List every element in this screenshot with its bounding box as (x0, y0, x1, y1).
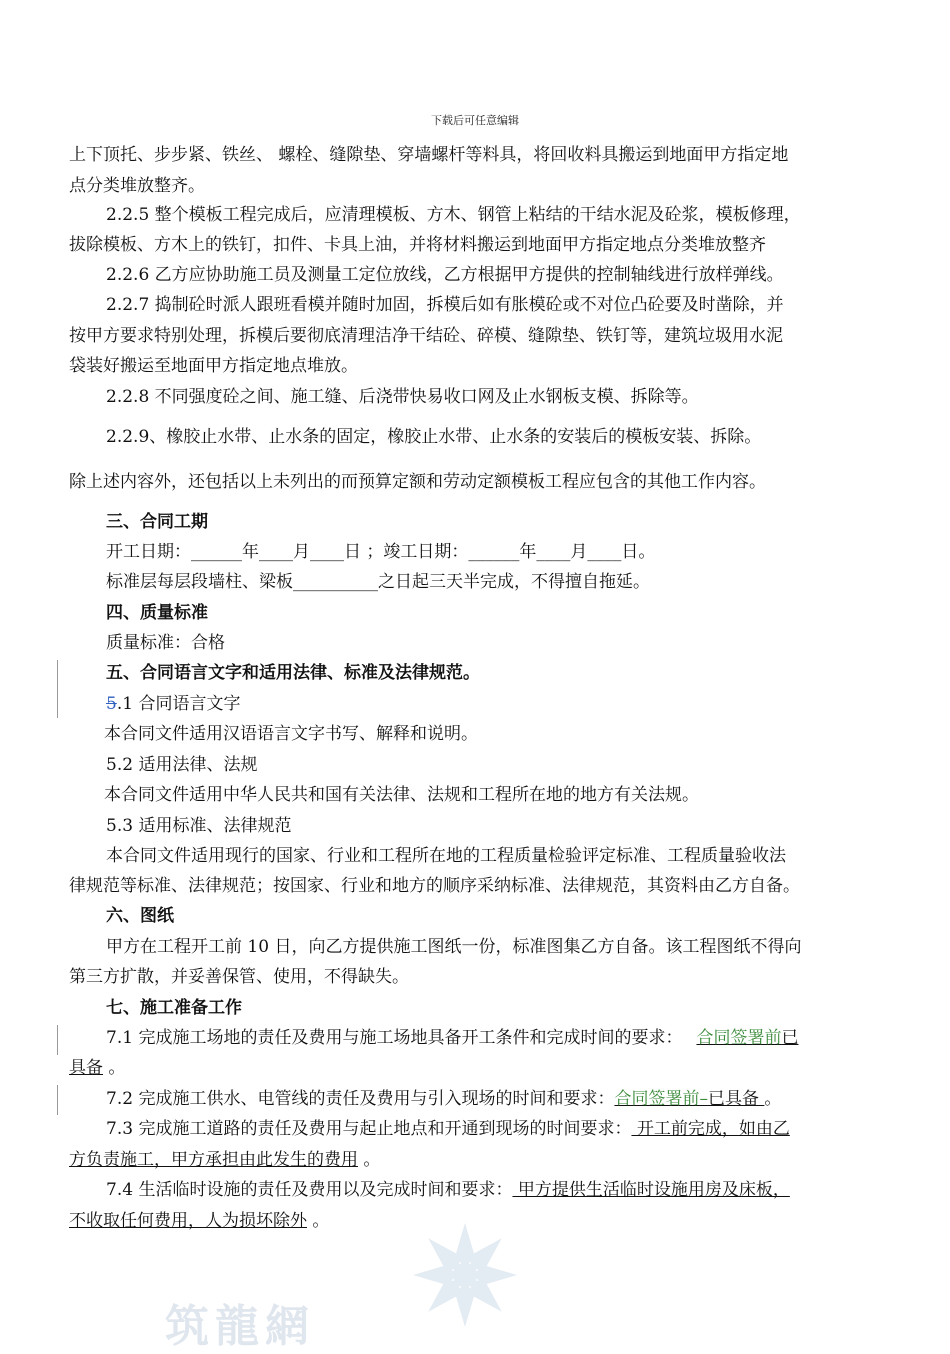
deleted-text: 5 (106, 694, 117, 714)
para-line: 5.2 适用法律、法规 (106, 755, 258, 775)
underlined-text: 开工前完成，如由乙 (631, 1119, 790, 1139)
para-line (106, 1088, 781, 1110)
para-line: 5.3 适用标准、法律规范 (106, 816, 292, 836)
para-text: 。 (103, 1058, 126, 1078)
para-text: 已具备 (707, 1089, 765, 1109)
revision-bar (57, 1025, 58, 1055)
para-line: 本合同文件适用汉语语言文字书写、解释和说明。 (104, 724, 478, 744)
para-text: 7.3 完成施工道路的责任及费用与起止地点和开通到现场的时间要求： (106, 1119, 632, 1139)
para-line: 标准层每层段墙柱、梁板__________之日起三天半完成，不得擅自拖延。 (106, 572, 650, 592)
underlined-text: 甲方提供生活临时设施用房及床板， (512, 1180, 790, 1200)
para-line: 点分类堆放整齐。 (69, 176, 205, 196)
section-heading: 三、合同工期 (106, 512, 208, 532)
underlined-text (614, 1089, 764, 1109)
section-heading: 五、合同语言文字和适用法律、标准及法律规范。 (106, 663, 480, 683)
para-text: 。 (307, 1211, 330, 1231)
para-text: 。 (764, 1089, 782, 1109)
revision-bar (57, 660, 58, 718)
para-line: 2.2.9、橡胶止水带、止水条的固定，橡胶止水带、止水条的安装后的模板安装、拆除。 (106, 427, 762, 447)
para-line: 质量标准：合格 (106, 633, 225, 653)
para-line (106, 1179, 790, 1201)
para-line: 袋装好搬运至地面甲方指定地点堆放。 (69, 356, 358, 376)
watermark-logo-icon (405, 1215, 525, 1335)
para-line (69, 1149, 380, 1171)
para-line: 除上述内容外，还包括以上未列出的而预算定额和劳动定额模板工程应包含的其他工作内容。 (69, 472, 766, 492)
para-text: 7.4 生活临时设施的责任及费用以及完成时间和要求： (106, 1180, 513, 1200)
para-line: 开工日期：______年____月____日 ；竣工日期：______年____月____日。 (106, 542, 656, 562)
para-line: 第三方扩散，并妥善保管、使用，不得缺失。 (69, 967, 409, 987)
para-text: 。 (358, 1150, 381, 1170)
para-line: 2.2.8 不同强度砼之间、施工缝、后浇带快易收口网及止水钢板支模、拆除等。 (106, 387, 699, 407)
para-text: .1 合同语言文字 (116, 694, 241, 714)
watermark-text: 筑龍網 (165, 1301, 315, 1352)
para-line (106, 693, 240, 715)
underlined-text: 不收取任何费用，人为损坏除外 (69, 1211, 307, 1231)
underlined-text: 方负责施工，甲方承担由此发生的费用 (69, 1150, 358, 1170)
para-line: 按甲方要求特别处理，拆模后要彻底清理洁净干结砼、碎模、缝隙垫、铁钉等，建筑垃圾用水泥 (69, 326, 783, 346)
inserted-text: 合同签署前 (696, 1028, 782, 1048)
inserted-text: 合同签署前– (614, 1089, 708, 1109)
para-line: 上下顶托、步步紧、铁丝、 螺栓、缝隙垫、穿墙螺杆等料具，将回收料具搬运到地面甲方指定地 (69, 145, 789, 165)
para-line: 2.2.7 捣制砼时派人跟班看模并随时加固，拆模后如有胀模砼或不对位凸砼要及时凿除，并 (106, 295, 784, 315)
para-line: 律规范等标准、法律规范；按国家、行业和地方的顺序采纳标准、法律规范，其资料由乙方自备。 (69, 876, 800, 896)
para-line: 甲方在工程开工前 10 日，向乙方提供施工图纸一份，标准图集乙方自备。该工程图纸不得向 (106, 937, 802, 957)
para-text: 7.1 完成施工场地的责任及费用与施工场地具备开工条件和完成时间的要求： (106, 1028, 683, 1048)
para-line (69, 1057, 125, 1079)
section-heading: 四、质量标准 (106, 603, 208, 623)
page-header: 下载后可任意编辑 (431, 114, 519, 127)
underlined-text: 具备 (69, 1058, 103, 1078)
para-line: 2.2.6 乙方应协助施工员及测量工定位放线，乙方根据甲方提供的控制轴线进行放样弹线。 (106, 265, 784, 285)
para-line (106, 1118, 790, 1140)
underlined-text (696, 1028, 798, 1048)
para-line (69, 1210, 329, 1232)
para-text: 7.2 完成施工供水、电管线的责任及费用与引入现场的时间和要求： (106, 1089, 615, 1109)
revision-bar (57, 1085, 58, 1115)
section-heading: 六、图纸 (106, 906, 174, 926)
para-line: 拔除模板、方木上的铁钉，扣件、卡具上油，并将材料搬运到地面甲方指定地点分类堆放整齐 (69, 235, 766, 255)
para-line: 本合同文件适用中华人民共和国有关法律、法规和工程所在地的地方有关法规。 (104, 785, 699, 805)
para-line: 2.2.5 整个模板工程完成后，应清理模板、方木、钢管上粘结的干结水泥及砼浆，模板修理， (106, 205, 801, 225)
para-line (106, 1027, 798, 1049)
section-heading: 七、施工准备工作 (106, 998, 242, 1018)
para-text: 已 (781, 1028, 799, 1048)
para-line: 本合同文件适用现行的国家、行业和工程所在地的工程质量检验评定标准、工程质量验收法 (106, 846, 786, 866)
